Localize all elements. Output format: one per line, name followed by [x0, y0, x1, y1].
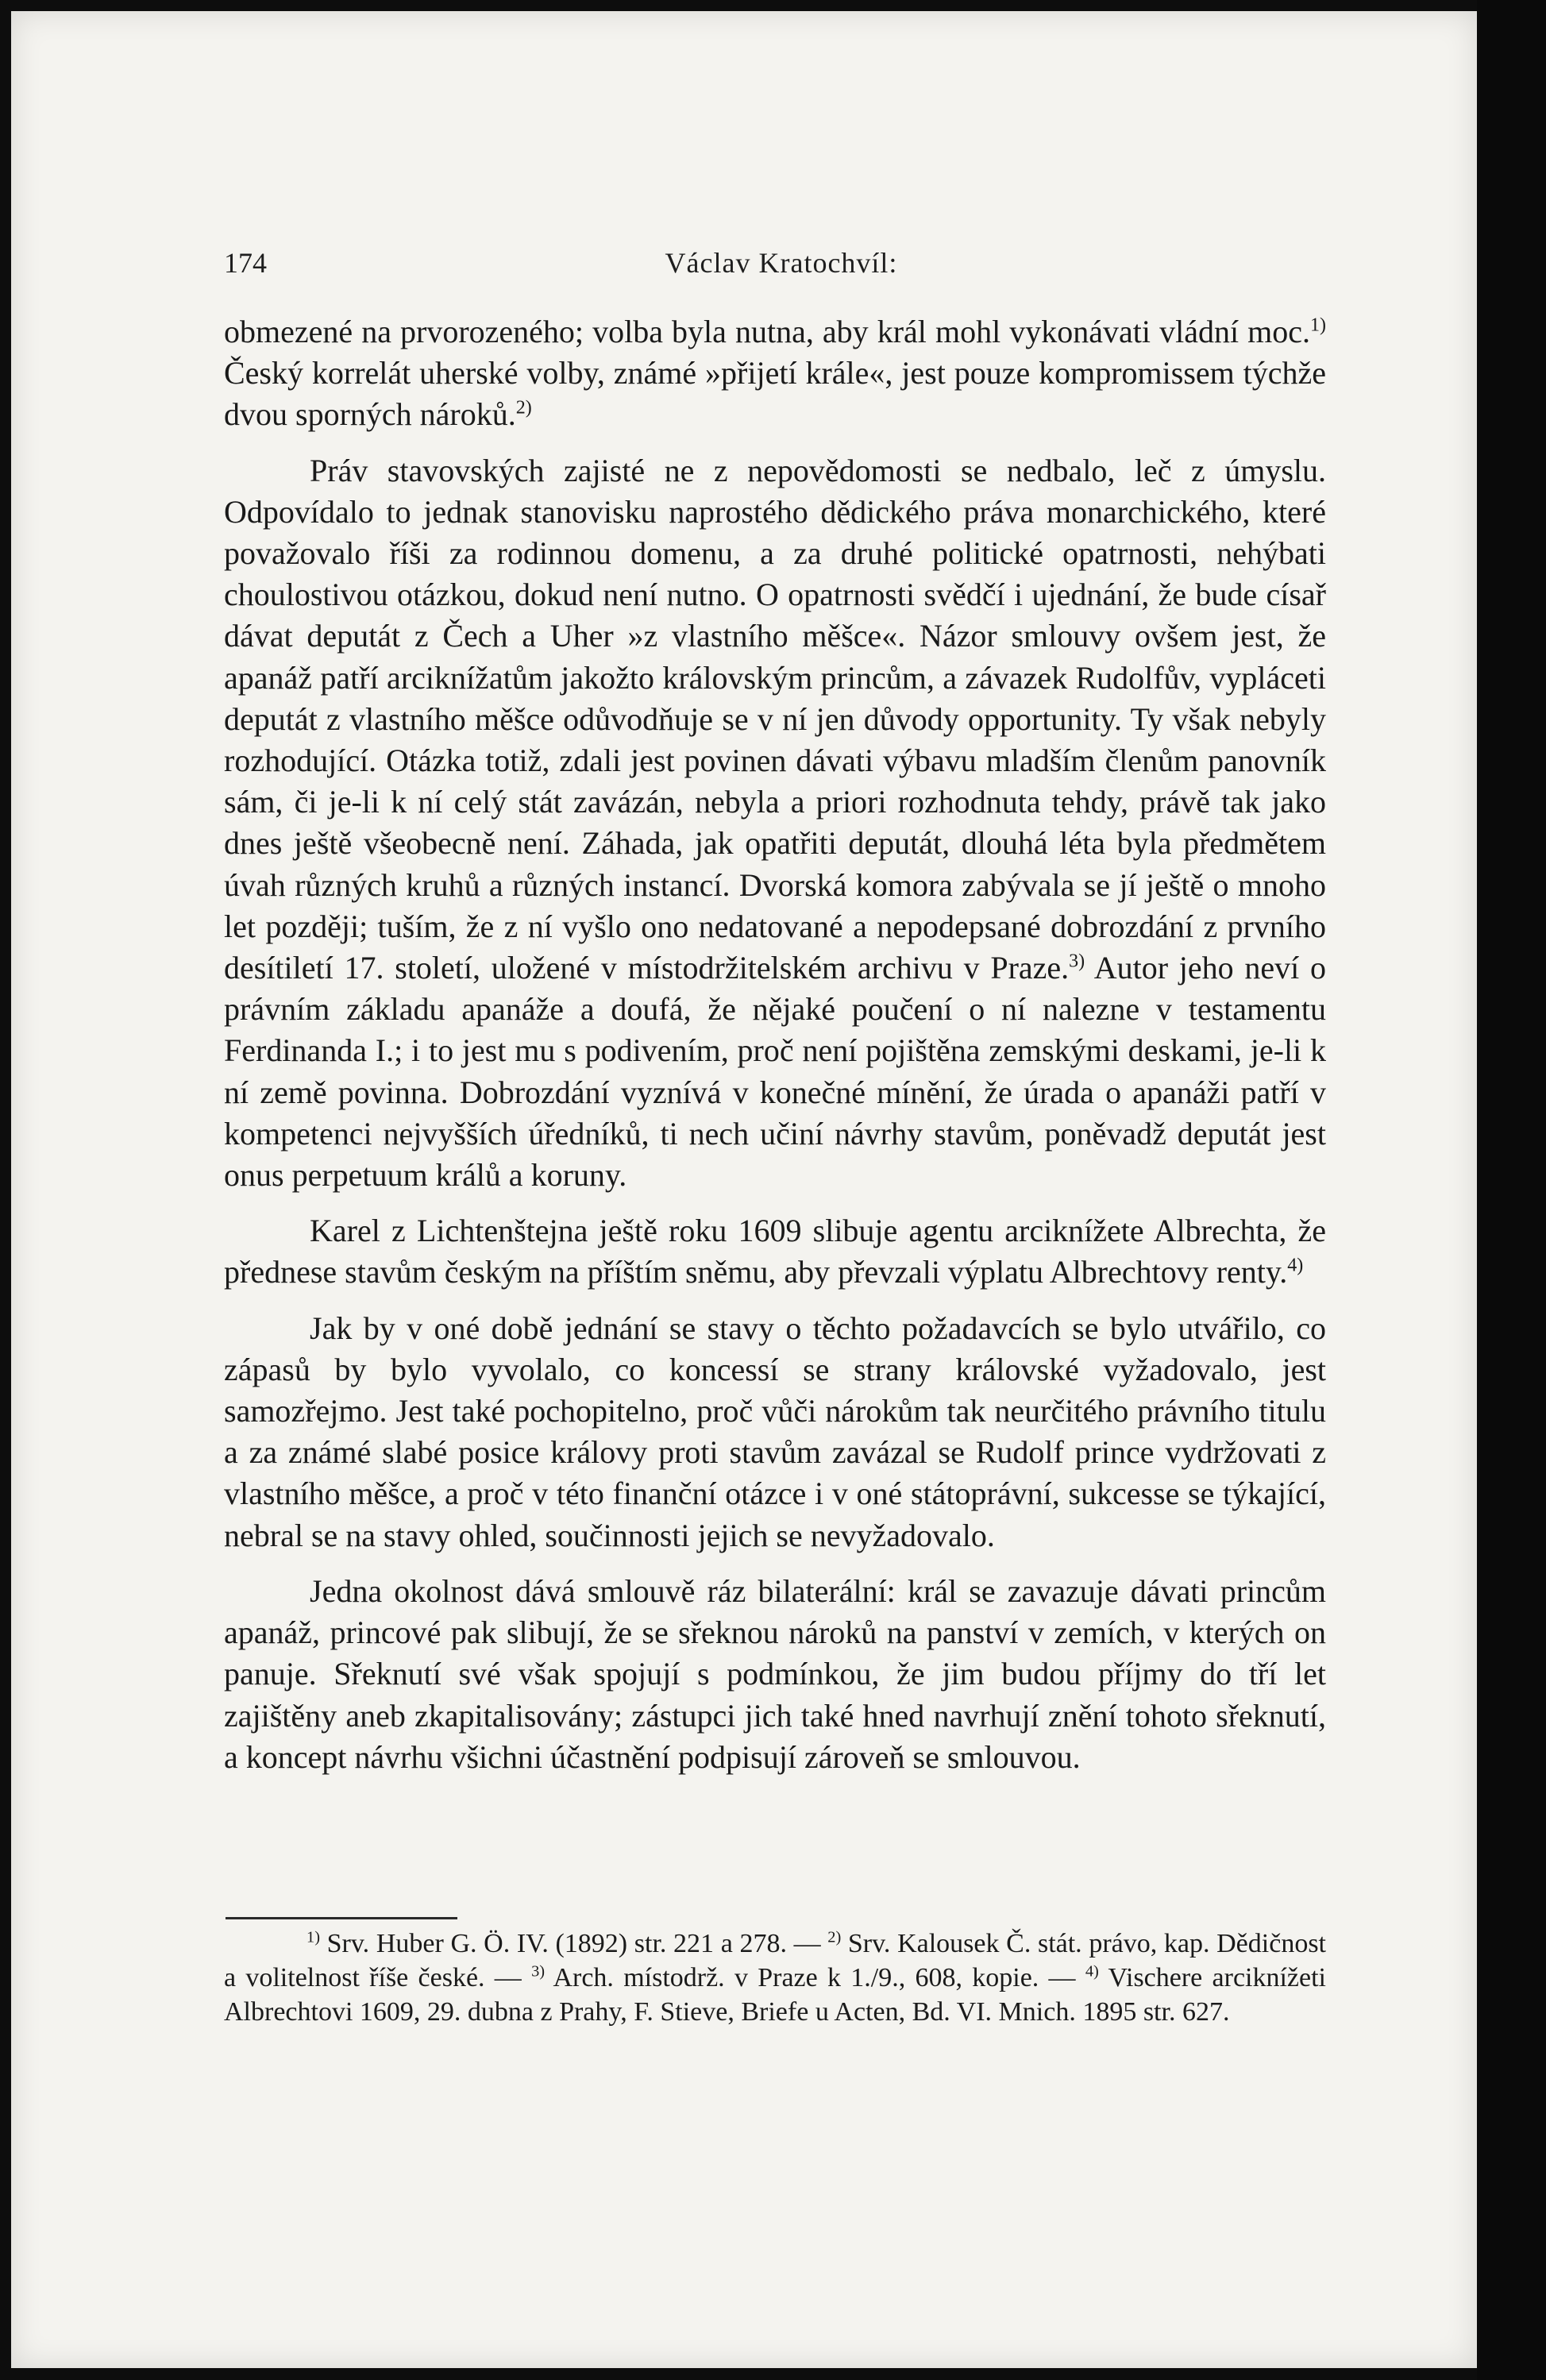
text-run: obmezené na prvorozeného; volba byla nutna, aby král mohl vykonávati vládní moc.: [224, 314, 1310, 349]
page-number: 174: [224, 247, 267, 279]
running-head: Václav Kratochvíl:: [665, 247, 898, 279]
text-run: Arch. místodrž. v Praze k 1./9., 608, kopie. —: [545, 1963, 1085, 1992]
text-run: Karel z Lichtenštejna ještě roku 1609 slibuje agentu arciknížete Albrechta, že přednese stavům českým na příštím sněmu, aby převzali výplatu Albrechtovy renty.: [224, 1213, 1326, 1290]
footnote-marker: 4): [1085, 1962, 1099, 1981]
text-run: Vischere arciknížeti Albrechtovi 1609, 29. dubna z Prahy, F. Stieve, Briefe u Acten, Bd. VI. Mnich. 1895 str. 627.: [224, 1963, 1327, 2027]
footnote-marker: 3): [531, 1962, 546, 1981]
footnote-rule: [226, 1917, 457, 1919]
body-text: [224, 311, 1326, 1778]
text-run: Srv. Huber G. Ö. IV. (1892) str. 221 a 278. —: [320, 1929, 828, 1958]
text-run: Jedna okolnost dává smlouvě ráz bilaterální: král se zavazuje dávati princům apanáž, princové pak slibují, že se sřeknou nároků na panství v zemích, v kterých on panuje. Sřeknutí své však spojují s podmínkou, že jim budou příjmy do tří let zajištěny aneb zkapitalisovány; zástupci jich také hned navrhují znění tohoto sřeknutí, a koncept návrhu všichni účastnění podpisují zároveň se smlouvou.: [224, 1572, 1326, 1775]
footnote-block: [224, 1927, 1326, 2029]
paragraph: [224, 1571, 1326, 1778]
footnote-marker: 3): [1069, 951, 1085, 972]
page-header: [224, 246, 1339, 286]
scan-border: [1477, 0, 1546, 2380]
text-run: Český korrelát uherské volby, známé »přijetí krále«, jest pouze kompromissem týchže dvou sporných nároků.: [224, 355, 1326, 433]
footnote-marker: 4): [1287, 1256, 1304, 1277]
paragraph: [224, 450, 1326, 1197]
paragraph: [224, 311, 1326, 436]
footnote-marker: 1): [1310, 314, 1326, 336]
text-run: Jak by v oné době jednání se stavy o těchto požadavcích se bylo utvářilo, co zápasů by bylo vyvolalo, co koncessí se strany královské vyžadovalo, jest samozřejmo. Jest také pochopitelno, proč vůči nárokům tak neurčitého právního titulu a za známé slabé posice královy proti stavům zavázal se Rudolf prince vydržovati z vlastního měšce, a proč v této finanční otázce i v oné státoprávní, sukcesse se týkající, nebral se na stavy ohled, součinnosti jejich se nevyžadovalo.: [224, 1310, 1326, 1553]
footnote-marker: 2): [827, 1928, 842, 1946]
text-run: Práv stavovských zajisté ne z nepovědomosti se nedbalo, leč z úmyslu. Odpovídalo to jednak stanovisku naprostého dědického práva monarchického, které považovalo říši za rodinnou domenu, a za druhé politické opatrnosti, nehýbati choulostivou otázkou, dokud není nutno. O opatrnosti svědčí i ujednání, že bude císař dávat deputát z Čech a Uher »z vlastního měšce«. Názor smlouvy ovšem jest, že apanáž patří arciknížatům jakožto královským princům, a závazek Rudolfův, vypláceti deputát z vlastního měšce odůvodňuje se v ní jen důvody opportunity. Ty však nebyly rozhodující. Otázka totiž, zdali jest povinen dávati výbavu mladším členům panovník sám, či je-li k ní celý stát zavázán, nebyla a priori rozhodnuta tehdy, právě tak jako dnes ještě všeobecně není. Záhada, jak opatřiti deputát, dlouhá léta byla předmětem úvah různých kruhů a různých instancí. Dvorská komora zabývala se jí ještě o mnoho let později; tuším, že z ní vyšlo ono nedatované a nepodepsané dobrozdání z prvního desítiletí 17. století, uložené v místodržitelském archivu v Praze.: [224, 452, 1326, 986]
paragraph: [224, 1308, 1326, 1556]
text-run: Autor jeho neví o právním základu apanáže a doufá, že nějaké poučení o ní nalezne v testamentu Ferdinanda I.; i to jest mu s podivením, proč není pojištěna zemskými deskami, je-li k ní země povinna. Dobrozdání vyznívá v konečné mínění, že úrada o apanáži patří v kompetenci nejvyšších úředníků, ti nech učiní návrhy stavům, poněvadž deputát jest onus perpetuum králů a koruny.: [224, 950, 1326, 1194]
footnote-marker: 2): [515, 398, 532, 419]
footnotes: [224, 1927, 1326, 2029]
text-run: Srv. Kalousek Č. stát. právo, kap. Dědičnost a volitelnost říše české. —: [224, 1929, 1326, 1992]
footnote-marker: 1): [307, 1928, 320, 1946]
paragraph: [224, 1210, 1326, 1293]
